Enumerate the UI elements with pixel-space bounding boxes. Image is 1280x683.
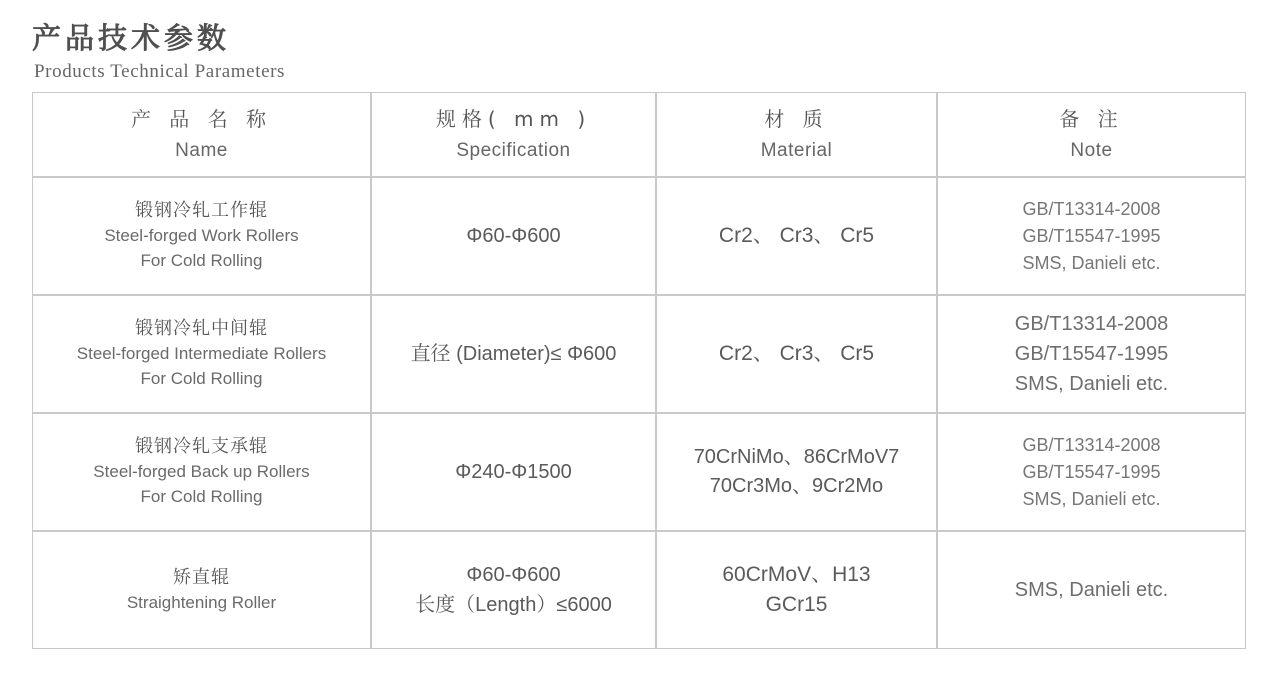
note-line3: SMS, Danieli etc.	[1014, 373, 1169, 395]
note-line3: SMS, Danieli etc.	[1022, 488, 1161, 509]
product-name-zh: 锻钢冷轧中间辊	[135, 318, 268, 340]
column-header-name-en: Name	[175, 139, 228, 161]
table-row	[32, 177, 1246, 295]
product-name-zh: 锻钢冷轧支承辊	[135, 436, 268, 458]
material-line2: GCr15	[765, 593, 828, 616]
cell-specification	[371, 413, 656, 531]
cell-specification	[371, 531, 656, 649]
table-row	[32, 413, 1246, 531]
cell-note	[937, 413, 1246, 531]
material-line1: 70CrNiMo、86CrMoV7	[693, 446, 900, 468]
product-name-zh: 矫直辊	[173, 566, 230, 588]
note-line2: GB/T15547-1995	[1022, 461, 1161, 482]
cell-specification	[371, 295, 656, 413]
column-header-material-en: Material	[760, 139, 833, 161]
product-name-en-line2: For Cold Rolling	[140, 369, 263, 389]
product-name-en-line2: For Cold Rolling	[140, 487, 263, 507]
cell-note	[937, 295, 1246, 413]
product-name-en-line2: For Cold Rolling	[140, 251, 263, 271]
cell-material	[656, 177, 937, 295]
column-header-material-zh: 材 质	[764, 106, 829, 131]
specification-line2: 长度（Length）≤6000	[415, 594, 612, 616]
product-name-zh: 锻钢冷轧工作辊	[135, 200, 268, 222]
cell-note	[937, 531, 1246, 649]
cell-product-name	[32, 177, 371, 295]
column-header-name	[32, 92, 371, 177]
cell-note	[937, 177, 1246, 295]
product-name-en-line1: Steel-forged Back up Rollers	[93, 462, 310, 482]
column-header-specification	[371, 92, 656, 177]
material-line1: 60CrMoV、H13	[722, 562, 871, 586]
page-title-en: Products Technical Parameters	[34, 61, 286, 82]
cell-product-name	[32, 413, 371, 531]
note-line3: SMS, Danieli etc.	[1022, 252, 1161, 273]
cell-product-name	[32, 531, 371, 649]
table-header-row	[32, 92, 1246, 177]
table-row	[32, 531, 1246, 649]
cell-material	[656, 413, 937, 531]
specification-line1: Φ240-Φ1500	[455, 461, 572, 483]
table-row	[32, 295, 1246, 413]
product-name-en-line1: Straightening Roller	[126, 592, 277, 612]
column-header-note-en: Note	[1070, 139, 1113, 161]
note-line1: GB/T13314-2008	[1022, 198, 1161, 219]
product-name-en-line1: Steel-forged Work Rollers	[104, 226, 299, 246]
note-line2: GB/T15547-1995	[1022, 225, 1161, 246]
specification-line1: Φ60-Φ600	[466, 564, 561, 586]
product-name-en-line1: Steel-forged Intermediate Rollers	[76, 344, 327, 364]
cell-product-name	[32, 295, 371, 413]
page-title-zh: 产品技术参数	[32, 21, 231, 55]
material-line1: Cr2、 Cr3、 Cr5	[718, 223, 875, 247]
column-header-note-zh: 备 注	[1059, 106, 1124, 131]
cell-material	[656, 531, 937, 649]
column-header-name-zh: 产 品 名 称	[130, 106, 273, 131]
note-line1: GB/T13314-2008	[1014, 313, 1169, 335]
material-line2: 70Cr3Mo、9Cr2Mo	[709, 475, 884, 497]
note-line1: SMS, Danieli etc.	[1014, 579, 1169, 601]
column-header-material	[656, 92, 937, 177]
column-header-note	[937, 92, 1246, 177]
material-line1: Cr2、 Cr3、 Cr5	[718, 341, 875, 365]
technical-parameters-table	[32, 92, 1246, 649]
cell-specification	[371, 177, 656, 295]
note-line1: GB/T13314-2008	[1022, 434, 1161, 455]
specification-line1: Φ60-Φ600	[466, 225, 561, 247]
note-line2: GB/T15547-1995	[1014, 343, 1169, 365]
specification-line1: 直径 (Diameter)≤ Φ600	[410, 343, 617, 365]
column-header-specification-zh: 规格( mm )	[435, 106, 592, 131]
column-header-specification-en: Specification	[456, 139, 571, 161]
cell-material	[656, 295, 937, 413]
